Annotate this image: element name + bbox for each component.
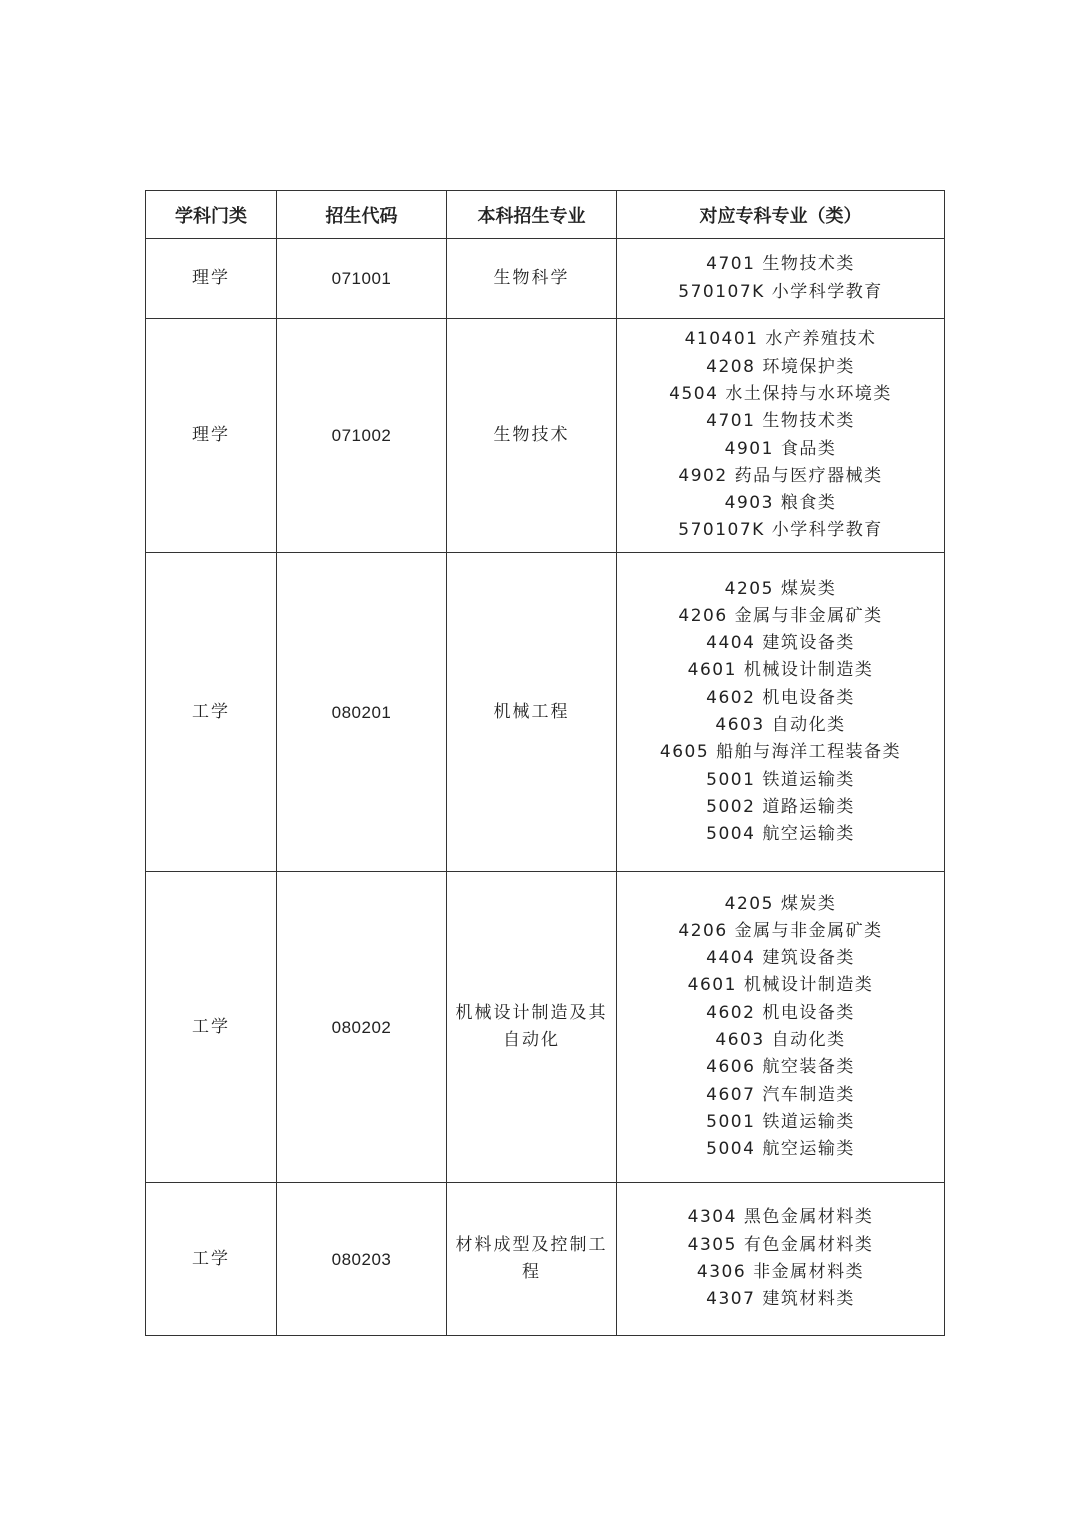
table-row xyxy=(146,1183,945,1336)
table-header-row xyxy=(146,191,945,239)
code-cell: 071001 xyxy=(277,239,447,319)
specialty-item: 4304 黑色金属材料类 xyxy=(687,1207,874,1228)
specialty-item: 4903 粮食类 xyxy=(724,493,837,514)
specialty-cell xyxy=(617,319,945,553)
specialty-item: 4602 机电设备类 xyxy=(706,687,855,708)
header-code: 招生代码 xyxy=(277,191,447,239)
major-mapping-table xyxy=(145,190,945,1336)
specialty-item: 4205 煤炭类 xyxy=(724,893,837,914)
specialty-item: 4701 生物技术类 xyxy=(706,254,855,275)
specialty-item: 4601 机械设计制造类 xyxy=(687,975,874,996)
specialty-item: 4206 金属与非金属矿类 xyxy=(678,605,883,626)
discipline-cell: 理学 xyxy=(146,319,277,553)
specialty-item: 5002 道路运输类 xyxy=(706,796,855,817)
specialty-cell xyxy=(617,1183,945,1336)
specialty-item: 4605 船舶与海洋工程装备类 xyxy=(659,742,902,763)
specialty-item: 4306 非金属材料类 xyxy=(696,1262,865,1282)
discipline-cell: 工学 xyxy=(146,1183,277,1336)
specialty-item: 570107K 小学科学教育 xyxy=(678,520,883,541)
specialty-item: 4603 自动化类 xyxy=(715,715,846,735)
header-major: 本科招生专业 xyxy=(447,191,617,239)
specialty-item: 4504 水土保持与水环境类 xyxy=(669,383,892,404)
specialty-cell xyxy=(617,553,945,872)
header-discipline: 学科门类 xyxy=(146,191,277,239)
specialty-item: 4902 药品与医疗器械类 xyxy=(678,465,883,486)
discipline-cell: 工学 xyxy=(146,872,277,1183)
table-row xyxy=(146,319,945,553)
specialty-item: 4307 建筑材料类 xyxy=(706,1289,855,1310)
specialty-item: 5001 铁道运输类 xyxy=(706,1111,855,1132)
specialty-item: 4404 建筑设备类 xyxy=(706,633,855,654)
specialty-item: 4205 煤炭类 xyxy=(724,578,837,599)
major-cell: 机械设计制造及其自动化 xyxy=(447,872,617,1183)
specialty-item: 4208 环境保护类 xyxy=(706,356,855,377)
major-cell: 生物技术 xyxy=(447,319,617,553)
specialty-item: 5004 航空运输类 xyxy=(706,824,855,845)
discipline-cell: 理学 xyxy=(146,239,277,319)
code-cell: 080203 xyxy=(277,1183,447,1336)
major-cell: 材料成型及控制工程 xyxy=(447,1183,617,1336)
code-cell: 080201 xyxy=(277,553,447,872)
specialty-item: 4206 金属与非金属矿类 xyxy=(678,920,883,941)
specialty-item: 4601 机械设计制造类 xyxy=(687,660,874,681)
table-row xyxy=(146,872,945,1183)
specialty-item: 4603 自动化类 xyxy=(715,1030,846,1050)
table-row xyxy=(146,553,945,872)
specialty-cell xyxy=(617,872,945,1183)
major-cell: 机械工程 xyxy=(447,553,617,872)
specialty-item: 5004 航空运输类 xyxy=(706,1139,855,1160)
code-cell: 071002 xyxy=(277,319,447,553)
specialty-item: 4305 有色金属材料类 xyxy=(687,1234,874,1255)
specialty-item: 4701 生物技术类 xyxy=(706,411,855,432)
specialty-cell xyxy=(617,239,945,319)
discipline-cell: 工学 xyxy=(146,553,277,872)
specialty-item: 4404 建筑设备类 xyxy=(706,948,855,969)
major-cell: 生物科学 xyxy=(447,239,617,319)
table-row xyxy=(146,239,945,319)
specialty-item: 4606 航空装备类 xyxy=(706,1057,855,1078)
header-specialty: 对应专科专业（类） xyxy=(617,191,945,239)
specialty-item: 570107K 小学科学教育 xyxy=(678,281,883,302)
specialty-item: 410401 水产养殖技术 xyxy=(684,329,877,350)
specialty-item: 5001 铁道运输类 xyxy=(706,769,855,790)
specialty-item: 4607 汽车制造类 xyxy=(706,1084,855,1105)
specialty-item: 4901 食品类 xyxy=(724,438,837,459)
specialty-item: 4602 机电设备类 xyxy=(706,1002,855,1023)
code-cell: 080202 xyxy=(277,872,447,1183)
